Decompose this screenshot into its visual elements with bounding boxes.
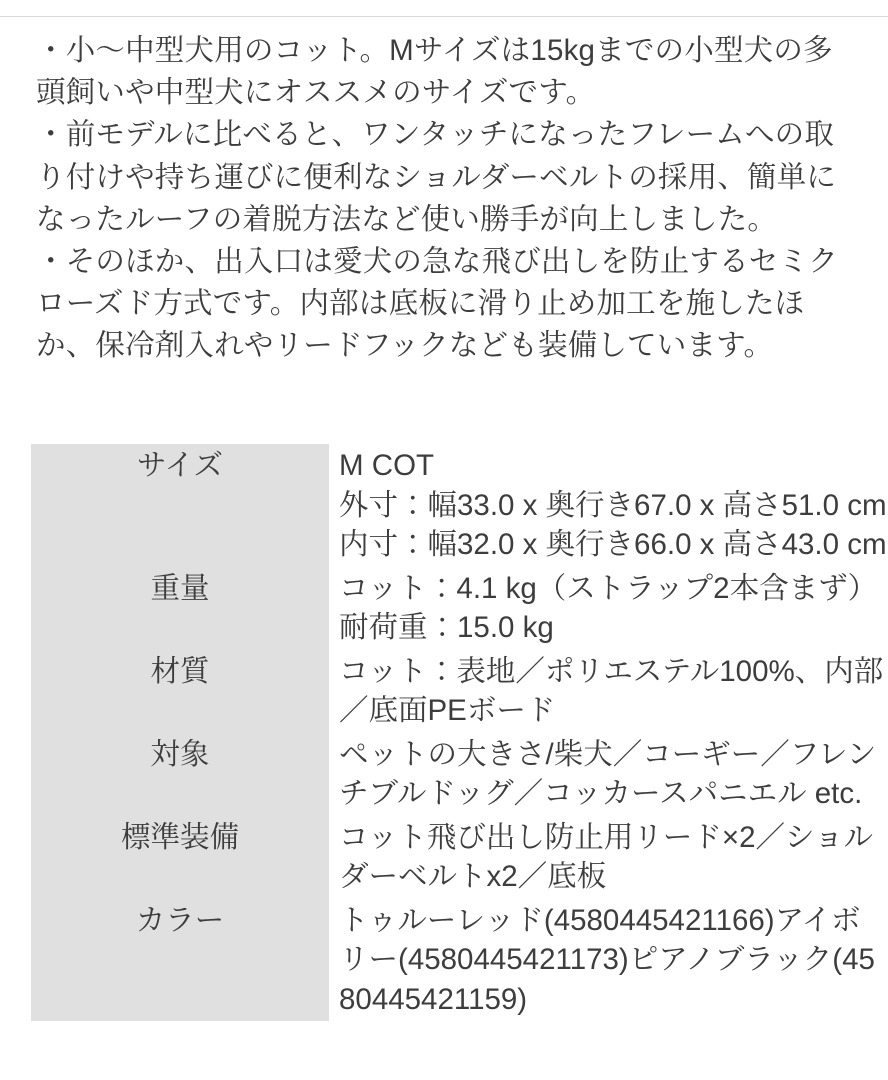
spec-value-line: コット：4.1 kg（ストラップ2本含まず）耐荷重：15.0 kg [339, 571, 878, 645]
spec-value-line: ペットの大きさ/柴犬／コーギー／フレンチブルドッグ／コッカースパニエル etc. [339, 737, 877, 811]
specification-table [31, 444, 888, 1021]
spec-label-color: カラー [31, 899, 329, 1022]
table-row [31, 567, 888, 650]
spec-value-material [329, 650, 888, 733]
spec-value-line: トゥルーレッド(4580445421166)アイボリー(4580445421173)ピアノブラック(4580445421159) [339, 903, 875, 1016]
spec-value-line: コット飛び出し防止用リード×2／ショルダーベルトx2／底板 [339, 820, 873, 894]
spec-value-weight [329, 567, 888, 650]
spec-label-target: 対象 [31, 733, 329, 816]
spec-value-line: M COT [339, 449, 435, 482]
spec-label-standard-equipment: 標準装備 [31, 816, 329, 899]
table-row [31, 733, 888, 816]
spec-value-line: コット：表地／ポリエステル100%、内部／底面PEボード [339, 654, 884, 728]
spec-value-line: 外寸：幅33.0 x 奥行き67.0 x 高さ51.0 cm [339, 488, 887, 522]
spec-value-target [329, 733, 888, 816]
top-divider [0, 16, 888, 17]
description-paragraph-1: ・小〜中型犬用のコット。Mサイズは15kgまでの小型犬の多頭飼いや中型犬にオススメのサイズです。 [36, 34, 833, 110]
description-paragraph-2: ・前モデルに比べると、ワンタッチになったフレームへの取り付けや持ち運びに便利なショルダーベルトの採用、簡単になったルーフの着脱方法など使い勝手が向上しました。 [36, 118, 837, 236]
spec-label-material: 材質 [31, 650, 329, 733]
spec-value-color [329, 899, 888, 1022]
spec-value-line: 内寸：幅32.0 x 奥行き66.0 x 高さ43.0 cm [339, 528, 887, 562]
product-description [36, 30, 856, 367]
table-row [31, 899, 888, 1022]
spec-label-weight: 重量 [31, 567, 329, 650]
table-row [31, 444, 888, 567]
table-row [31, 650, 888, 733]
spec-label-size: サイズ [31, 444, 329, 567]
description-paragraph-3: ・そのほか、出入口は愛犬の急な飛び出しを防止するセミクローズド方式です。内部は底板に滑り止め加工を施したほか、保冷剤入れやリードフックなども装備しています。 [36, 244, 838, 363]
spec-value-standard-equipment [329, 816, 888, 899]
spec-value-size [329, 444, 888, 567]
table-row [31, 816, 888, 899]
